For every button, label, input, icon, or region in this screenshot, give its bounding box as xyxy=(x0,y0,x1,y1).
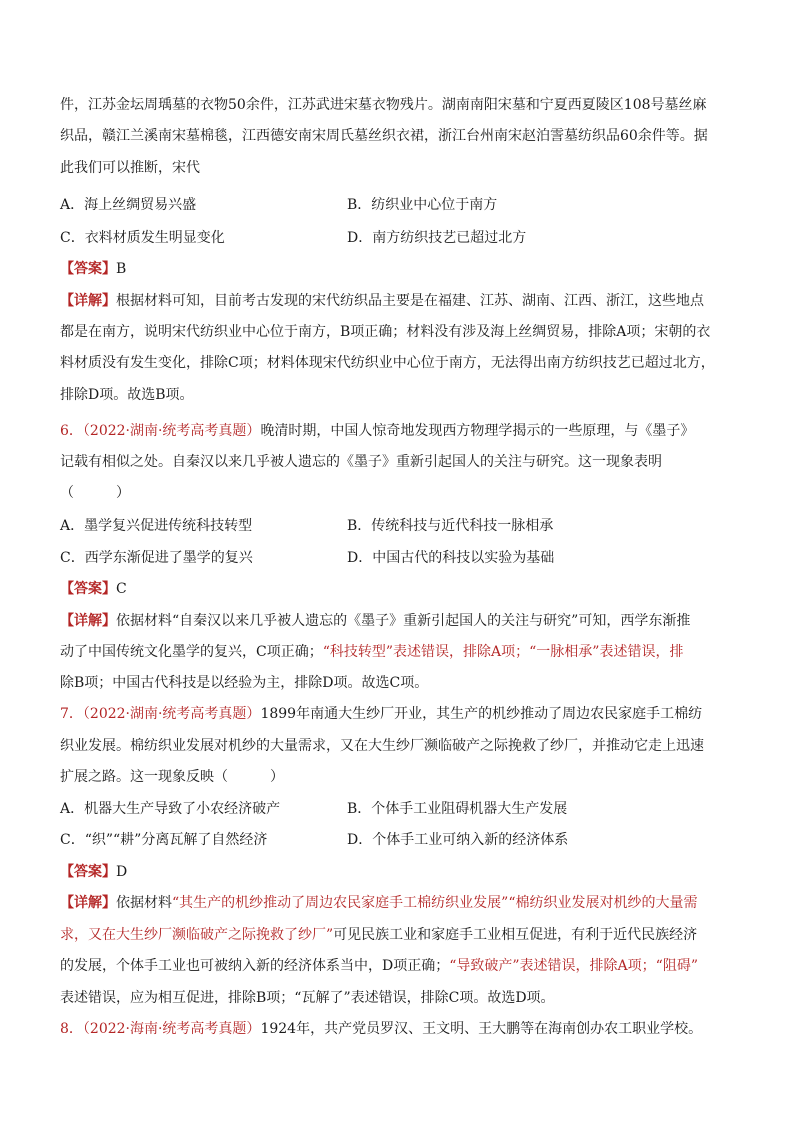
q6-detail-line-3: 除B项；中国古代科技是以经验为主，排除D项。故选C项。 xyxy=(60,675,429,691)
q8-stem-text: 1924年，共产党员罗汉、王文明、王大鹏等在海南创办农工职业学校。 xyxy=(260,1021,703,1037)
q5-option-d: D．南方纺织技艺已超过北方 xyxy=(347,230,527,246)
detail-label: 【详解】 xyxy=(60,895,116,911)
detail-label: 【详解】 xyxy=(60,293,116,309)
q5-detail-line-4: 排除D项。故选B项。 xyxy=(60,387,194,403)
q5-option-c: C．衣料材质发生明显变化 xyxy=(60,230,225,246)
q7-option-a: A．机器大生产导致了小农经济破产 xyxy=(60,801,281,817)
q7-answer xyxy=(60,862,127,882)
answer-value: C xyxy=(116,581,127,597)
q6-option-b: B．传统科技与近代科技一脉相承 xyxy=(347,518,554,534)
answer-value: D xyxy=(116,864,128,880)
q6-stem-text: 晚清时期，中国人惊奇地发现西方物理学揭示的一些原理，与《墨子》 xyxy=(260,423,695,439)
q6-stem-line-3: （ ） xyxy=(60,485,130,501)
q7-option-c: C．“织”“耕”分离瓦解了自然经济 xyxy=(60,832,268,848)
q6-option-c: C．西学东渐促进了墨学的复兴 xyxy=(60,550,253,566)
detail-quote: 求，又在大生纱厂濒临破产之际挽救了纱厂” xyxy=(60,927,334,943)
q7-stem-line-2: 织业发展。棉纺织业发展对机纱的大量需求，又在大生纱厂濒临破产之际挽救了纱厂，并推动它走上迅速 xyxy=(60,738,704,754)
q7-detail-line-3 xyxy=(60,956,698,976)
q6-option-d: D．中国古代的科技以实验为基础 xyxy=(347,550,555,566)
detail-text: 的发展，个体手工业也可被纳入新的经济体系当中，D项正确； xyxy=(60,958,450,974)
answer-label: 【答案】 xyxy=(60,581,116,597)
answer-value: B xyxy=(116,261,127,277)
q7-detail-line-1 xyxy=(60,893,697,913)
detail-text: 表述错误，应为相互促进，排除B项； xyxy=(60,990,295,1006)
q7-detail-line-4 xyxy=(60,988,555,1008)
detail-quote: “其生产的机纱推动了周边农民家庭手工棉纺织业发展”“棉纺织业发展对机纱的大量需 xyxy=(172,895,698,911)
q7-source: 7．（2022·湖南·统考高考真题） xyxy=(60,706,261,722)
q5-detail-line-2: 都是在南方，说明宋代纺织业中心位于南方，B项正确；材料没有涉及海上丝绸贸易，排除A项；宋朝的衣 xyxy=(60,324,711,340)
detail-text: 依据材料 xyxy=(116,895,172,911)
q5-detail-line-3: 料材质没有发生变化，排除C项；材料体现宋代纺织业中心位于南方，无法得出南方纺织技艺已超过北方， xyxy=(60,355,715,371)
q7-detail-line-2 xyxy=(60,925,697,945)
q7-stem-text: 1899年南通大生纱厂开业，其生产的机纱推动了周边农民家庭手工棉纺 xyxy=(260,706,703,722)
detail-highlight: “导致破产”表述错误，排除A项；“阻碍” xyxy=(449,958,698,974)
q7-stem-line-3: 扩展之路。这一现象反映（ ） xyxy=(60,769,284,785)
detail-label: 【详解】 xyxy=(60,613,116,629)
q5-detail-line-1 xyxy=(60,291,704,311)
q6-detail-line-2 xyxy=(60,642,683,662)
detail-text: 根据材料可知，目前考古发现的宋代纺织品主要是在福建、江苏、湖南、江西、浙江，这些地点 xyxy=(116,293,704,309)
q5-option-a: A．海上丝绸贸易兴盛 xyxy=(60,197,197,213)
q7-option-b: B．个体手工业阻碍机器大生产发展 xyxy=(347,801,568,817)
q6-stem-line-2: 记载有相似之处。自秦汉以来几乎被人遗忘的《墨子》重新引起国人的关注与研究。这一现象表明 xyxy=(60,454,662,470)
q5-stem-line-2: 织品，赣江兰溪南宋墓棉毯，江西德安南宋周氏墓丝织衣裙，浙江台州南宋赵泊霅墓纺织品60余件等。据 xyxy=(60,128,708,144)
q6-detail-line-1 xyxy=(60,611,690,631)
q5-stem-line-3: 此我们可以推断，宋代 xyxy=(60,160,200,176)
detail-text: 动了中国传统文化墨学的复兴，C项正确； xyxy=(60,644,323,660)
q7-stem-line-1 xyxy=(60,704,702,724)
detail-text: 依据材料 xyxy=(116,613,172,629)
q5-option-b: B．纺织业中心位于南方 xyxy=(347,197,498,213)
q6-option-a: A．墨学复兴促进传统科技转型 xyxy=(60,518,253,534)
detail-quote: “自秦汉以来几乎被人遗忘的《墨子》重新引起国人的关注与研究” xyxy=(172,613,579,629)
detail-text: 可知，西学东渐推 xyxy=(578,613,691,629)
q8-source: 8．（2022·海南·统考高考真题） xyxy=(60,1021,261,1037)
answer-label: 【答案】 xyxy=(60,864,116,880)
q6-stem-line-1 xyxy=(60,421,694,441)
q5-answer xyxy=(60,259,126,279)
q7-option-d: D．个体手工业可纳入新的经济体系 xyxy=(347,832,569,848)
detail-highlight: “科技转型”表述错误，排除A项；“一脉相承”表述错误，排 xyxy=(322,644,684,660)
q6-answer xyxy=(60,579,127,599)
answer-label: 【答案】 xyxy=(60,261,116,277)
q6-source: 6．（2022·湖南·统考高考真题） xyxy=(60,423,261,439)
detail-text: “瓦解了”表述错误，排除C项。故选D项。 xyxy=(294,990,555,1006)
q8-stem-line-1 xyxy=(60,1019,702,1039)
q5-stem-line-1: 件，江苏金坛周瑀墓的衣物50余件，江苏武进宋墓衣物残片。湖南南阳宋墓和宁夏西夏陵区108号墓丝麻 xyxy=(60,97,707,113)
detail-text: 可见民族工业和家庭手工业相互促进，有利于近代民族经济 xyxy=(333,927,698,943)
